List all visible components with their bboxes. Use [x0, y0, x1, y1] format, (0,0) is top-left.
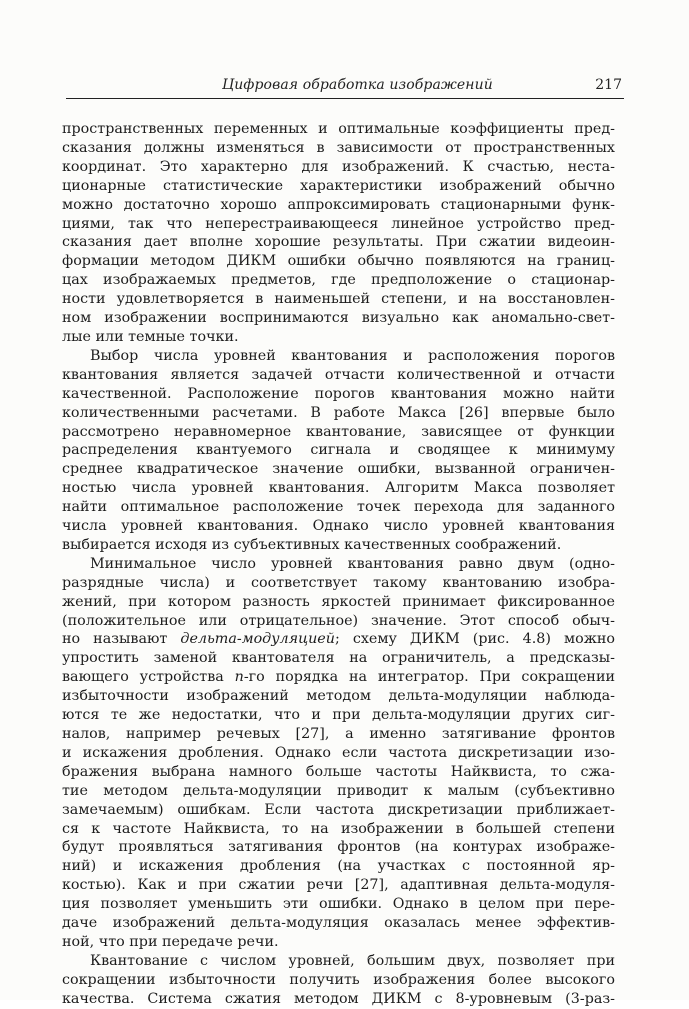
text-line: сказания дает вполне хорошие результаты. При сжатии видеоин-: [62, 234, 615, 251]
text-line: ний) и искажения дробления (на участках с постоянной яр-: [62, 858, 615, 875]
text-line: тие методом дельта-модуляции приводит к малым (субъективно: [62, 782, 615, 799]
text-line: налов, например речевых [27], а именно затягивание фронтов: [62, 726, 615, 742]
text-line: найти оптимальное расположение точек перехода для заданного: [62, 499, 615, 516]
text-line: ной, что при передаче речи.: [62, 933, 279, 950]
text-fragment: ; схему ДИКМ (рис. 4.8) можно: [334, 631, 615, 648]
text-line: сказания должны изменяться в зависимости от пространственных: [62, 139, 615, 156]
text-line: Выбор числа уровней квантования и расположения порогов: [90, 347, 615, 364]
text-line: Квантование с числом уровней, большим двух, позволяет при: [90, 952, 615, 969]
text-line: координат. Это характерно для изображений. К счастью, неста-: [62, 158, 615, 175]
text-line: замечаемым) ошибкам. Если частота дискретизации приближает-: [62, 801, 615, 818]
italic-term: дельта-модуляцией: [180, 631, 335, 648]
text-line: распределения квантуемого сигнала и сводящее к минимуму: [62, 442, 615, 459]
text-line: качественной. Расположение порогов квантования можно найти: [62, 385, 615, 402]
text-line: даче изображений дельта-модуляция оказалась менее эффектив-: [62, 915, 615, 932]
page-number: 217: [595, 77, 622, 93]
text-line: пространственных переменных и оптимальные коэффициенты пред-: [62, 121, 615, 137]
text-line: ция позволяет уменьшить эти ошибки. Однако в целом при пере-: [62, 896, 615, 913]
text-line: выбирается исходя из субъективных качественных соображений.: [62, 536, 562, 553]
text-line: избыточности изображений методом дельта-модуляции наблюда-: [62, 688, 615, 705]
text-line: и искажения дробления. Однако если частота дискретизации изо-: [62, 744, 615, 761]
text-line: можно достаточно хорошо аппроксимировать стационарными функ-: [62, 196, 615, 213]
paragraph-1: [62, 120, 615, 347]
italic-variable: n: [234, 669, 244, 686]
paragraph-3: [62, 555, 615, 952]
running-title: Цифровая обработка изображений: [222, 77, 493, 93]
paragraph-2: [62, 347, 615, 555]
body-text: [62, 120, 615, 1009]
text-line: разрядные числа) и соответствует такому квантованию изобра-: [62, 574, 615, 591]
text-line: (положительное или отрицательное) значение. Этот способ обыч-: [62, 612, 615, 629]
running-header: [66, 74, 624, 99]
text-line: сокращении избыточности получить изображения более высокого: [62, 971, 615, 988]
text-line: ном изображении воспринимаются визуально как аномально-свет-: [62, 310, 615, 327]
paragraph-4: [62, 952, 615, 1009]
text-line: ются те же недостатки, что и при дельта-модуляции других сиг-: [62, 707, 615, 724]
text-line: ности удовлетворяется в наименьшей степени, и на восстановлен-: [62, 291, 615, 308]
text-line: бражения выбрана намного больше частоты Найквиста, то сжа-: [62, 763, 615, 780]
text-line: лые или темные точки.: [62, 328, 239, 345]
text-line: будут проявляться затягивания фронтов (на контурах изображе-: [62, 839, 615, 856]
text-line: упростить заменой квантователя на ограничитель, а предсказы-: [62, 650, 615, 667]
text-line: количественными расчетами. В работе Макса [26] впервые было: [62, 404, 615, 421]
text-line: циями, так что неперестраивающееся линейное устройство пред-: [62, 215, 615, 232]
text-line-with-italic: [62, 668, 615, 687]
text-line: качества. Система сжатия методом ДИКМ с 8-уровневым (3-раз-: [62, 990, 615, 1007]
text-line: цах изображаемых предметов, где предположение о стационар-: [62, 272, 615, 289]
text-line: среднее квадратическое значение ошибки, вызванной ограничен-: [62, 461, 615, 478]
text-line: Минимальное число уровней квантования равно двум (одно-: [90, 555, 615, 572]
text-fragment: -го порядка на интегратор. При сокращении: [243, 669, 615, 686]
text-line: квантования является задачей отчасти количественной и отчасти: [62, 366, 615, 383]
text-line: формации методом ДИКМ ошибки обычно появляются на границ-: [62, 253, 615, 270]
text-fragment: но называют: [62, 631, 181, 648]
text-line: числа уровней квантования. Однако число уровней квантования: [62, 518, 615, 535]
text-line: жений, при котором разность яркостей принимает фиксированное: [62, 593, 615, 610]
text-line: ционарные статистические характеристики изображений обычно: [62, 177, 615, 194]
text-line: ностью числа уровней квантования. Алгоритм Макса позволяет: [62, 480, 615, 497]
text-line: ся к частоте Найквиста, то на изображении в большей степени: [62, 820, 615, 837]
text-fragment: вающего устройства: [62, 669, 235, 686]
text-line: рассмотрено неравномерное квантование, зависящее от функции: [62, 423, 615, 440]
text-line-with-italic: [62, 630, 615, 649]
text-line: костью). Как и при сжатии речи [27], адаптивная дельта-модуля-: [62, 877, 615, 894]
